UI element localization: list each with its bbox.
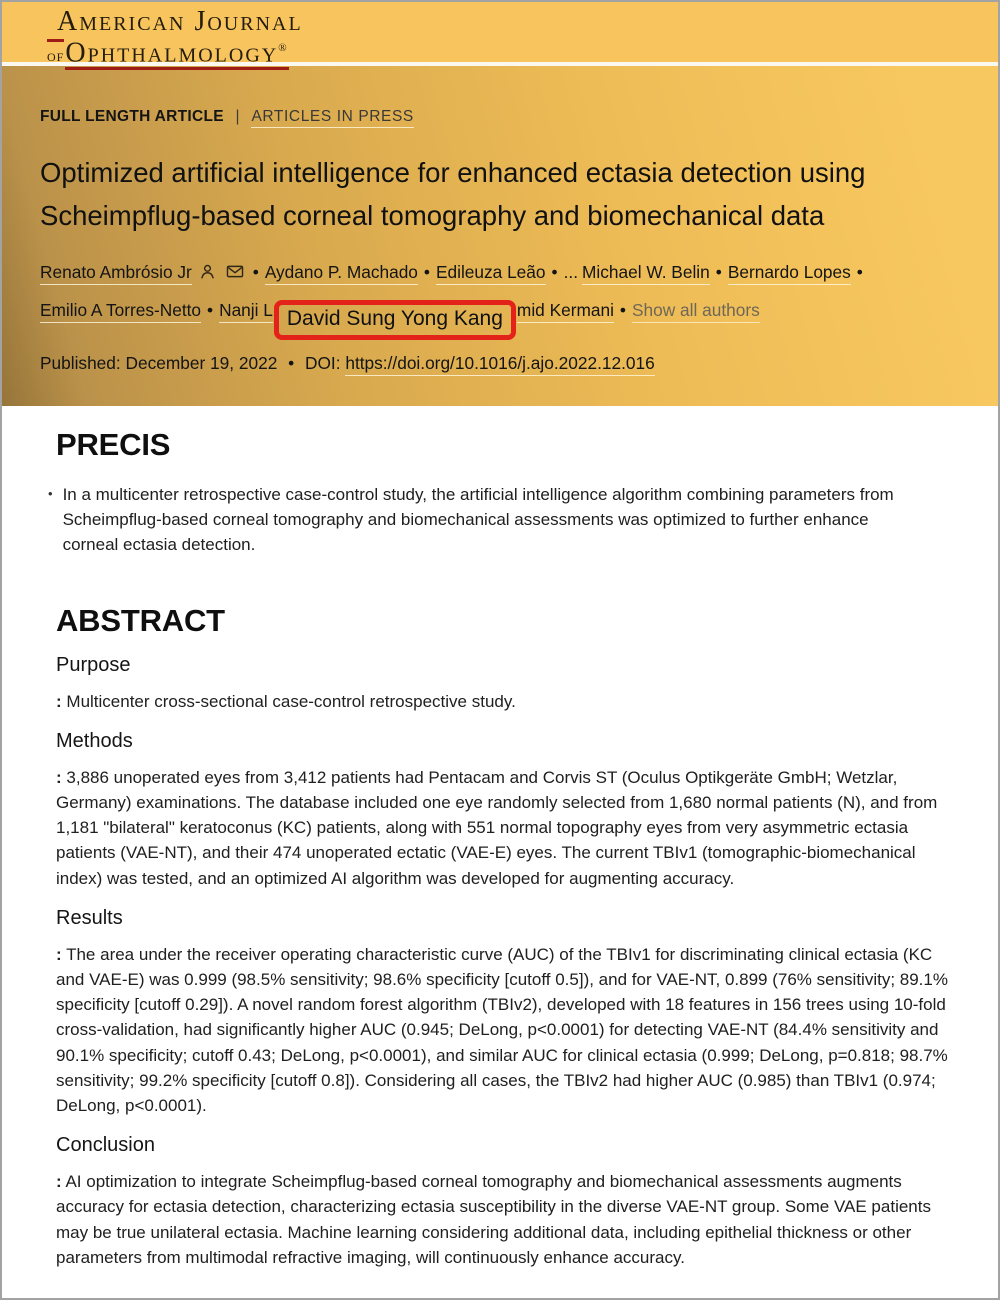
doi-label: DOI: [305, 353, 341, 373]
author-separator: • [856, 262, 863, 282]
published-separator: • [288, 353, 295, 373]
author-separator: • [423, 262, 430, 282]
precis-bullet-item [48, 482, 936, 558]
abstract-section [56, 604, 958, 1270]
journal-masthead [2, 2, 998, 69]
author-link[interactable]: Nanji L [219, 300, 273, 323]
precis-heading: PRECIS [56, 427, 171, 462]
articles-in-press-link[interactable]: ARTICLES IN PRESS [251, 108, 413, 128]
journal-name-line2 [47, 35, 303, 70]
author-link[interactable]: Renato Ambrósio Jr [40, 262, 192, 285]
author-link[interactable]: Michael W. Belin [582, 262, 710, 285]
article-type-label: FULL LENGTH ARTICLE [40, 108, 224, 125]
show-all-authors-link[interactable]: Show all authors [632, 300, 760, 323]
author-row-2 [40, 291, 960, 340]
authors-ellipsis: ... [563, 262, 578, 282]
kicker-divider: | [235, 108, 240, 125]
abstract-methods-text: : 3,886 unoperated eyes from 3,412 patients had Pentacam and Corvis ST (Oculus Optikgeräte GmbH; Wetzlar, Germany) examinations. The database included one eye randomly selected from 1,680 normal patients (N), and from 1,181 "bilateral" keratoconus (KC) patients, along with 551 normal topography eyes from very asymmetric ectasia patients (VAE-NT), and their 474 unoperated ectatic (VAE-E) eyes. The current TBIv1 (tomographic-biomechanical index) was tested, and an optimized AI algorithm was developed for augmenting accuracy. [56, 767, 938, 888]
author-link[interactable]: Aydano P. Machado [265, 262, 418, 285]
abstract-purpose-text: : Multicenter cross-sectional case-control retrospective study. [56, 691, 516, 711]
highlighted-author-box[interactable]: David Sung Yong Kang [274, 300, 516, 340]
journal-name-main: Ophthalmology® [65, 35, 288, 70]
author-link[interactable]: Emilio A Torres-Netto [40, 300, 201, 323]
article-kicker [40, 108, 960, 126]
author-separator: • [715, 262, 722, 282]
article-body [2, 406, 998, 1270]
abstract-heading: ABSTRACT [56, 602, 225, 638]
registered-mark: ® [278, 42, 289, 54]
author-separator: • [551, 262, 558, 282]
person-icon[interactable] [198, 253, 217, 291]
abstract-purpose-label: Purpose [56, 653, 131, 676]
precis-section [48, 427, 958, 558]
abstract-methods-label: Methods [56, 729, 133, 752]
author-separator: • [252, 262, 259, 282]
precis-text: In a multicenter retrospective case-control study, the artificial intelligence algorithm combining parameters from Scheimpflug-based corneal tomography and biomechanical assessments was optimized to further enhance corneal ectasia detection. [62, 485, 894, 555]
abstract-results-label: Results [56, 906, 123, 929]
abstract-conclusion-label: Conclusion [56, 1134, 155, 1157]
author-link[interactable]: Edileuza Leão [436, 262, 546, 285]
journal-name-of: of [47, 39, 64, 69]
bullet-marker: • [48, 486, 53, 501]
article-hero [2, 66, 998, 406]
author-row-1 [40, 253, 960, 291]
doi-link[interactable]: https://doi.org/10.1016/j.ajo.2022.12.016 [345, 353, 654, 376]
article-title: Optimized artificial intelligence for enhanced ectasia detection using Scheimpflug-based corneal tomography and biomechanical data [40, 157, 866, 231]
envelope-icon[interactable] [225, 253, 245, 291]
published-date: December 19, 2022 [125, 353, 278, 373]
published-label: Published: [40, 353, 121, 373]
abstract-results-text: : The area under the receiver operating characteristic curve (AUC) of the TBIv1 for discriminating clinical ectasia (KC and VAE-E) was 0.999 (98.5% sensitivity; 98.6% specificity [cutoff 0.5]), and for VAE-NT, 0.899 (76% sensitivity; 89.1% specificity [cutoff 0.29]). A novel random forest algorithm (TBIv2), developed with 18 features in 156 trees using 10-fold cross-validation, had significantly higher AUC (0.945; DeLong, p<0.0001) for detecting VAE-NT (84.4% sensitivity and 90.1% specificity; cutoff 0.43; DeLong, p<0.0001), and similar AUC for clinical ectasia (0.999; DeLong, p=0.818; 98.7% sensitivity; 99.2% specificity [cutoff 0.8]). Considering all cases, the TBIv2 had higher AUC (0.985) than TBIv1 (0.974; DeLong, p<0.0001). [56, 944, 948, 1116]
publication-info [40, 353, 960, 374]
author-list [40, 253, 960, 340]
author-link[interactable]: Bernardo Lopes [728, 262, 851, 285]
author-link[interactable]: mid Kermani [517, 300, 614, 323]
journal-logo[interactable] [47, 6, 303, 70]
author-separator: • [207, 300, 214, 320]
author-separator: • [619, 300, 626, 320]
abstract-conclusion-text: : AI optimization to integrate Scheimpflug-based corneal tomography and biomechanical assessments augments accuracy for ectasia detection, characterizing ectasia susceptibility in the diverse VAE-NT group. Some VAE patients may be true unilateral ectasia. Machine learning considering additional data, including epithelial thickness or other parameters from multimodal refractive imaging, will continuously enhance accuracy. [56, 1172, 931, 1267]
journal-name-line1: American Journal [57, 6, 303, 37]
